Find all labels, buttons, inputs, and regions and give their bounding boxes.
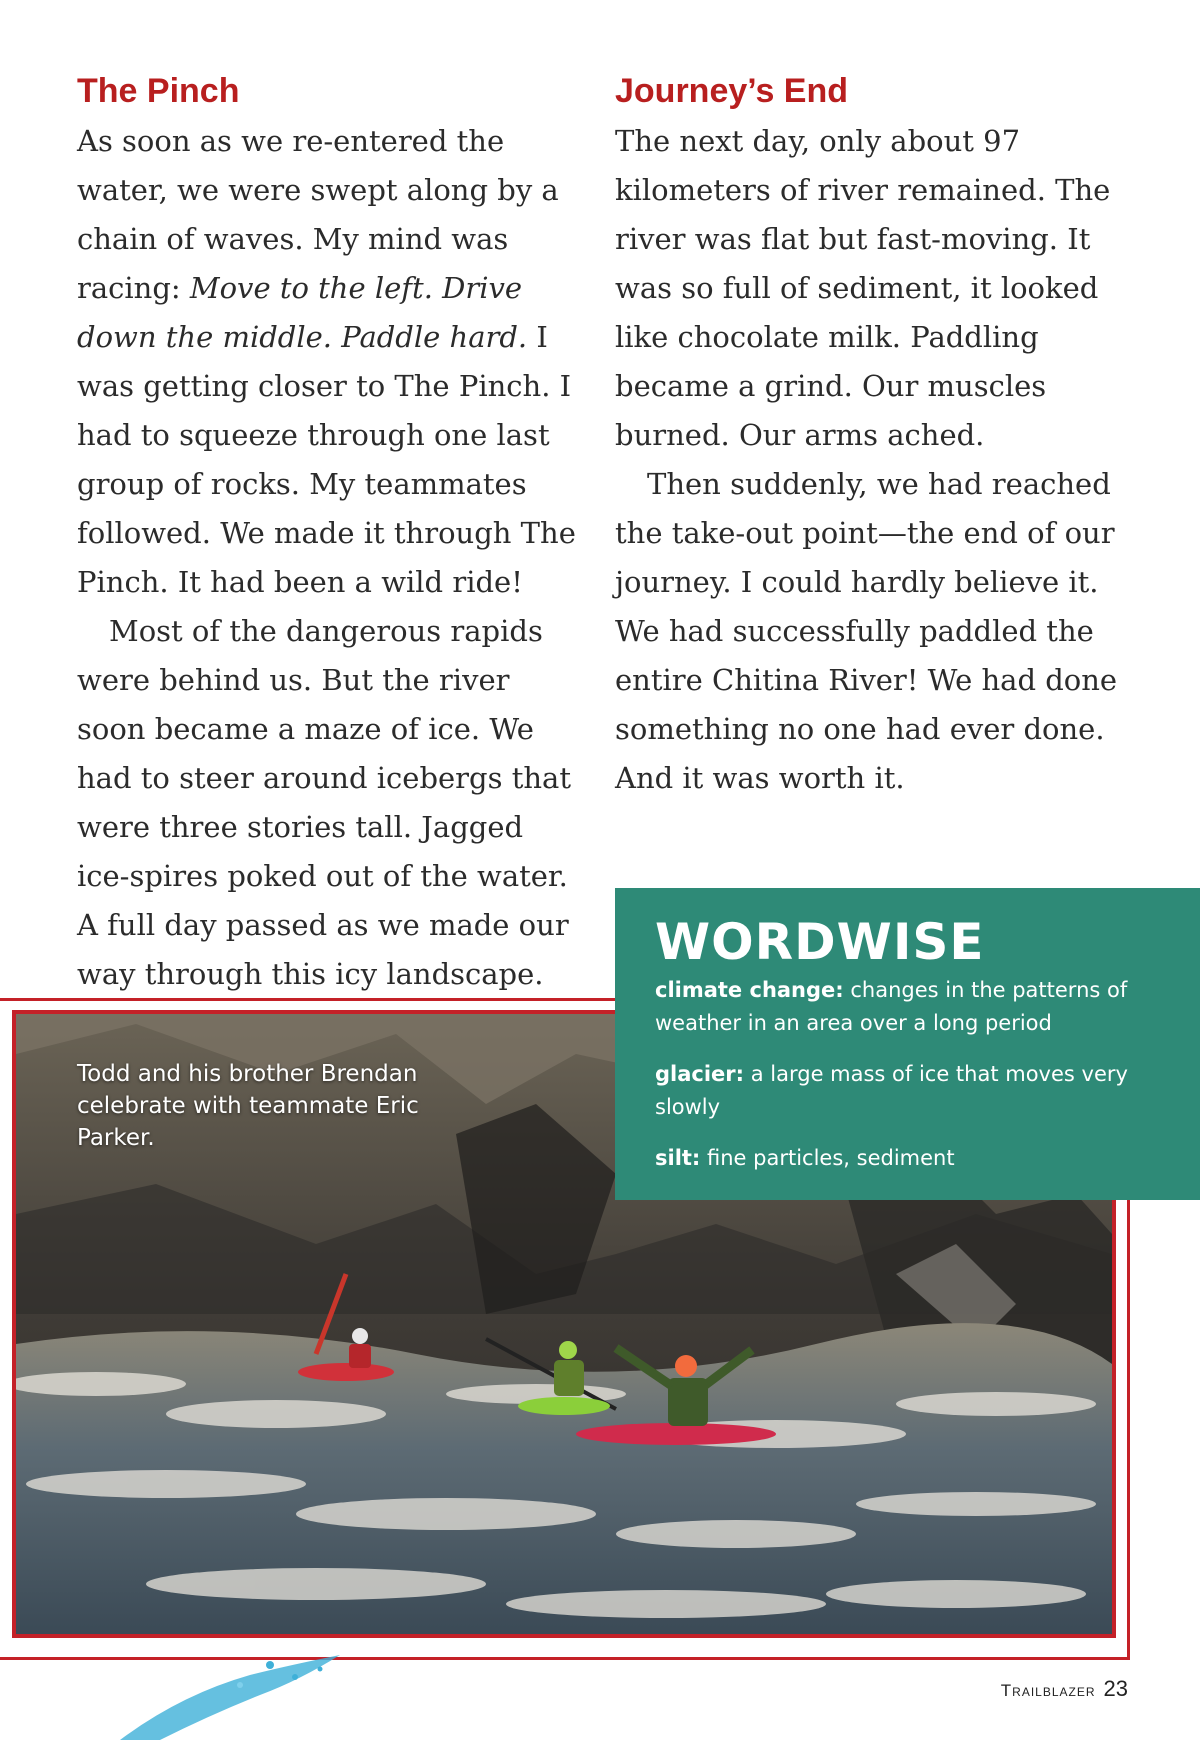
paragraph-pinch-1-text-a: As soon as we re-entered the water, we were swept along by a chain of waves. My mind was racing: bbox=[77, 124, 559, 306]
page-footer bbox=[1001, 1676, 1128, 1702]
paragraph-pinch-1-italic: Move to the left. Drive down the middle. Paddle hard. bbox=[77, 271, 528, 355]
water-splash-icon bbox=[120, 1655, 360, 1740]
page-number: 23 bbox=[1103, 1676, 1128, 1701]
wordwise-term: silt: bbox=[655, 1146, 701, 1170]
section-heading-journeys-end: Journey’s End bbox=[615, 72, 849, 110]
paragraph-pinch-2: Most of the dangerous rapids were behind us. But the river soon became a maze of ice. We had to steer around icebergs that were three stories tall. Jagged ice-spires poked out of the water. A full day passed as we made our way through this icy landscape. bbox=[77, 614, 571, 992]
paragraph-journey-1: The next day, only about 97 kilometers of river remained. The river was flat but fast-moving. It was so full of sediment, it looked like chocolate milk. Paddling became a grind. Our muscles burned. Our arms ached. bbox=[615, 124, 1111, 453]
photo-caption: Todd and his brother Brendan celebrate with teammate Eric Parker. bbox=[77, 1061, 419, 1151]
wordwise-definition: a large mass of ice that moves very slowly bbox=[655, 1062, 1128, 1119]
wordwise-definition: fine particles, sediment bbox=[700, 1146, 955, 1170]
wordwise-entry-silt bbox=[655, 1142, 1170, 1175]
paragraph-journey-2: Then suddenly, we had reached the take-out point—the end of our journey. I could hardly believe it. We had successfully paddled the entire Chitina River! We had done something no one had ever done. And it was worth it. bbox=[615, 467, 1118, 796]
wordwise-title: WORDWISE bbox=[655, 913, 985, 971]
wordwise-definition: changes in the patterns of weather in an area over a long period bbox=[655, 978, 1128, 1035]
wordwise-box bbox=[615, 888, 1200, 1200]
paragraph-pinch-1-text-b: I was getting closer to The Pinch. I had to squeeze through one last group of rocks. My teammates followed. We made it through The Pinch. It had been a wild ride! bbox=[77, 320, 576, 600]
wordwise-entry-glacier bbox=[655, 1058, 1170, 1124]
wordwise-term: climate change: bbox=[655, 978, 844, 1002]
section-heading-the-pinch: The Pinch bbox=[77, 72, 240, 110]
magazine-name: Trailblazer bbox=[1000, 1681, 1096, 1700]
wordwise-term: glacier: bbox=[655, 1062, 745, 1086]
left-column bbox=[77, 72, 582, 999]
wordwise-entry-climate-change bbox=[655, 974, 1170, 1040]
paragraph-pinch-1 bbox=[77, 117, 582, 607]
right-column bbox=[615, 72, 1120, 803]
